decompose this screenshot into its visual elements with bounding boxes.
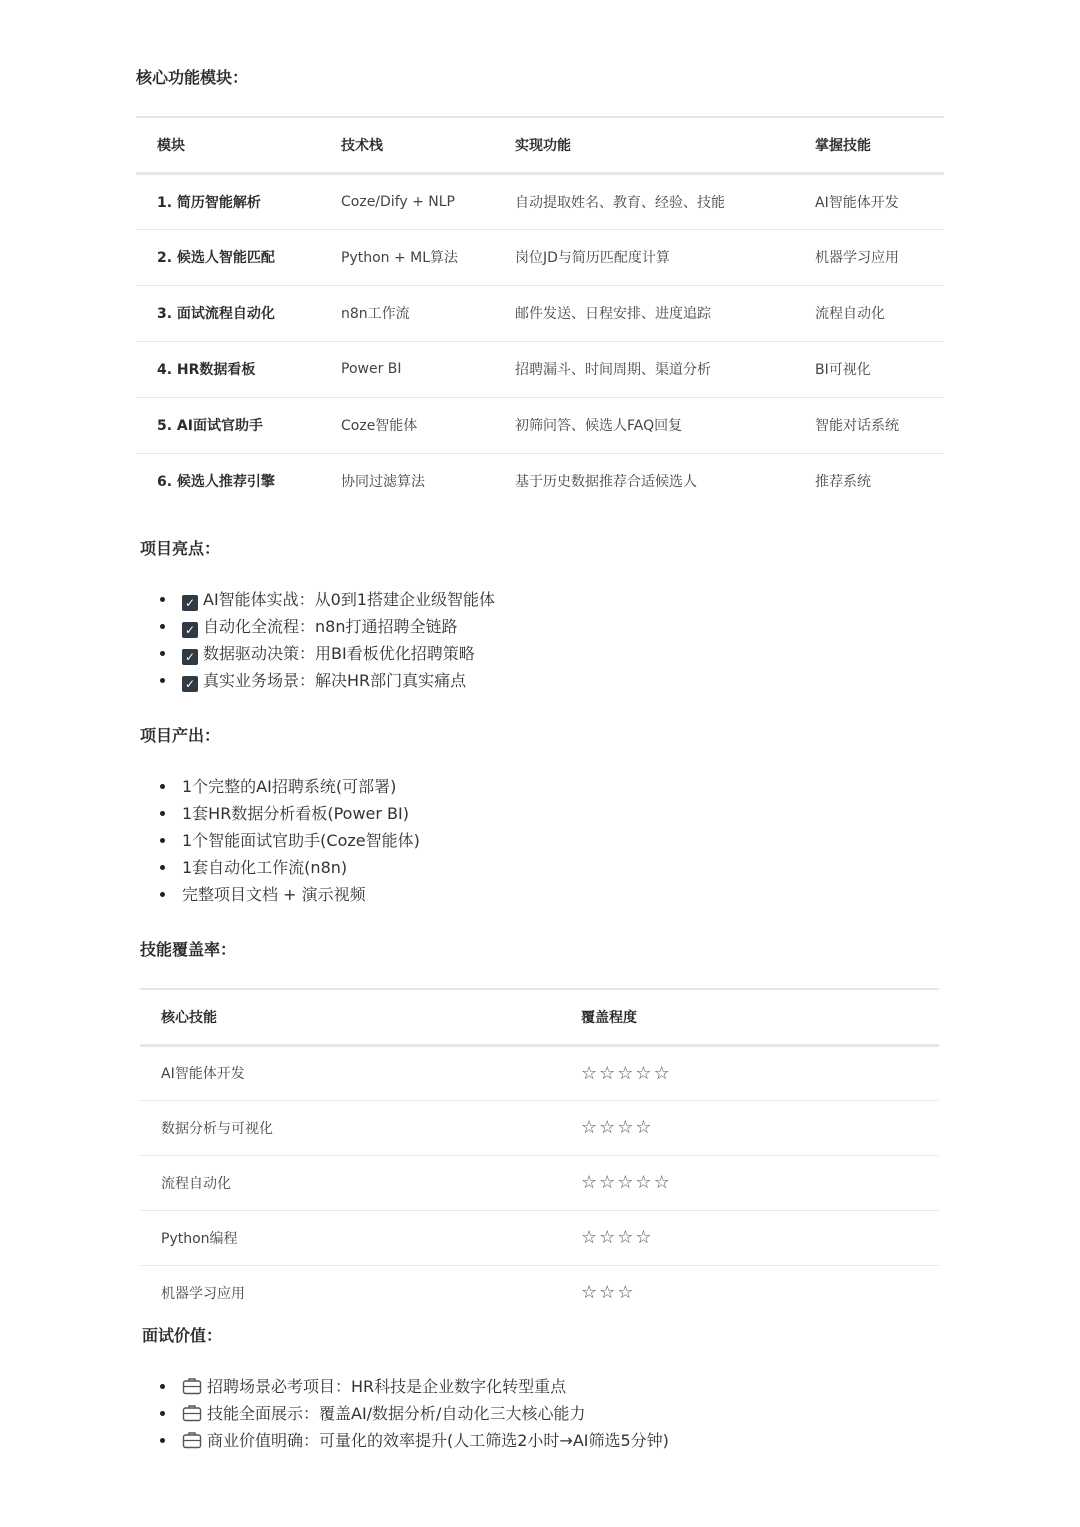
tech-cell: Coze/Dify + NLP	[341, 173, 515, 229]
function-cell: 邮件发送、日程安排、进度追踪	[515, 285, 815, 341]
star-outline-icon: ☆	[599, 1172, 618, 1193]
star-outline-icon: ☆	[617, 1282, 636, 1304]
briefcase-icon	[182, 1431, 202, 1449]
table-row	[136, 285, 944, 341]
module-cell: 6. 候选人推荐引擎	[157, 474, 275, 491]
star-outline-icon: ☆	[635, 1227, 654, 1248]
skill-cell: BI可视化	[815, 341, 944, 397]
column-header: 核心技能	[140, 989, 581, 1045]
column-header: 模块	[136, 117, 341, 173]
list-item-text: 自动化全流程：n8n打通招聘全链路	[203, 617, 458, 636]
table-row	[136, 173, 944, 229]
table-row	[140, 1100, 939, 1155]
briefcase-icon	[182, 1377, 202, 1395]
skill-cell: AI智能体开发	[815, 173, 944, 229]
star-outline-icon: ☆	[581, 1282, 600, 1304]
star-outline-icon: ☆	[599, 1117, 618, 1138]
column-header: 覆盖程度	[581, 989, 939, 1045]
modules-header-row	[136, 117, 944, 173]
briefcase-icon	[182, 1404, 202, 1422]
highlights-heading: 项目亮点：	[140, 539, 221, 558]
skill-name-cell: Python编程	[140, 1210, 581, 1265]
table-row	[136, 397, 944, 453]
star-outline-icon: ☆	[617, 1117, 636, 1138]
column-header: 技术栈	[341, 117, 515, 173]
column-header: 掌握技能	[815, 117, 944, 173]
skills-table	[140, 988, 939, 1320]
star-outline-icon: ☆	[635, 1172, 654, 1193]
list-item	[140, 613, 495, 640]
list-item: 1套自动化工作流(n8n)	[140, 854, 420, 881]
skill-name-cell: 数据分析与可视化	[140, 1100, 581, 1155]
star-rating	[581, 1227, 654, 1248]
skill-cell: 智能对话系统	[815, 397, 944, 453]
checkbox-checked-icon: ✓	[182, 676, 198, 692]
modules-heading: 核心功能模块：	[136, 68, 249, 87]
table-row	[140, 1265, 939, 1320]
table-row	[140, 1210, 939, 1265]
star-outline-icon: ☆	[617, 1172, 636, 1193]
list-item	[140, 667, 495, 694]
tech-cell: 协同过滤算法	[341, 474, 425, 491]
checkbox-checked-icon: ✓	[182, 649, 198, 665]
star-outline-icon: ☆	[581, 1062, 600, 1084]
skill-cell: 推荐系统	[815, 474, 871, 491]
function-cell: 初筛问答、候选人FAQ回复	[515, 397, 815, 453]
tech-cell: Coze智能体	[341, 397, 515, 453]
list-item-text: 商业价值明确：可量化的效率提升(人工筛选2小时→AI筛选5分钟)	[207, 1431, 669, 1450]
module-cell: 5. AI面试官助手	[136, 397, 341, 453]
function-cell: 岗位JD与简历匹配度计算	[515, 229, 815, 285]
list-item: 完整项目文档 + 演示视频	[140, 881, 420, 908]
star-rating	[581, 1172, 672, 1193]
star-outline-icon: ☆	[653, 1062, 672, 1084]
star-outline-icon: ☆	[617, 1227, 636, 1248]
interview-list	[140, 1373, 669, 1454]
table-row	[136, 453, 944, 509]
tech-cell: n8n工作流	[341, 285, 515, 341]
column-header: 实现功能	[515, 117, 815, 173]
star-outline-icon: ☆	[617, 1062, 636, 1084]
skill-cell: 机器学习应用	[815, 229, 944, 285]
list-item	[140, 1427, 669, 1454]
checkbox-checked-icon: ✓	[182, 622, 198, 638]
star-outline-icon: ☆	[599, 1282, 618, 1304]
skills-heading: 技能覆盖率：	[140, 940, 237, 959]
module-cell: 3. 面试流程自动化	[136, 285, 341, 341]
skills-header-row	[140, 989, 939, 1045]
table-row	[140, 1155, 939, 1210]
table-row	[136, 229, 944, 285]
skill-cell: 流程自动化	[815, 285, 944, 341]
list-item-text: AI智能体实战：从0到1搭建企业级智能体	[203, 590, 496, 609]
tech-cell: Python + ML算法	[341, 229, 515, 285]
function-cell: 自动提取姓名、教育、经验、技能	[515, 173, 815, 229]
list-item	[140, 1400, 669, 1427]
list-item: 1套HR数据分析看板(Power BI)	[140, 800, 420, 827]
star-rating	[581, 1117, 654, 1138]
outputs-heading: 项目产出：	[140, 726, 221, 745]
star-outline-icon: ☆	[581, 1172, 600, 1193]
star-rating	[581, 1282, 635, 1303]
list-item: 1个完整的AI招聘系统(可部署)	[140, 773, 420, 800]
star-outline-icon: ☆	[599, 1062, 618, 1084]
list-item-text: 招聘场景必考项目：HR科技是企业数字化转型重点	[207, 1377, 567, 1396]
star-outline-icon: ☆	[599, 1227, 618, 1248]
list-item-text: 技能全面展示：覆盖AI/数据分析/自动化三大核心能力	[207, 1404, 586, 1423]
list-item: 1个智能面试官助手(Coze智能体)	[140, 827, 420, 854]
list-item-text: 真实业务场景：解决HR部门真实痛点	[203, 671, 467, 690]
table-row	[140, 1045, 939, 1100]
star-outline-icon: ☆	[653, 1172, 672, 1193]
star-outline-icon: ☆	[581, 1117, 600, 1138]
function-cell: 基于历史数据推荐合适候选人	[515, 474, 697, 491]
star-rating	[581, 1063, 672, 1084]
outputs-list	[140, 773, 420, 908]
table-row	[136, 341, 944, 397]
list-item	[140, 1373, 669, 1400]
tech-cell: Power BI	[341, 341, 515, 397]
list-item	[140, 586, 495, 613]
list-item	[140, 640, 495, 667]
star-outline-icon: ☆	[635, 1117, 654, 1138]
highlights-list	[140, 586, 495, 694]
modules-table	[136, 116, 944, 509]
skill-name-cell: AI智能体开发	[140, 1045, 581, 1100]
list-item-text: 数据驱动决策：用BI看板优化招聘策略	[203, 644, 475, 663]
skill-name-cell: 流程自动化	[140, 1155, 581, 1210]
star-outline-icon: ☆	[635, 1062, 654, 1084]
interview-heading: 面试价值：	[142, 1326, 223, 1345]
module-cell: 1. 简历智能解析	[136, 173, 341, 229]
star-outline-icon: ☆	[581, 1227, 600, 1248]
module-cell: 4. HR数据看板	[136, 341, 341, 397]
skill-name-cell: 机器学习应用	[161, 1285, 245, 1302]
function-cell: 招聘漏斗、时间周期、渠道分析	[515, 341, 815, 397]
module-cell: 2. 候选人智能匹配	[136, 229, 341, 285]
checkbox-checked-icon: ✓	[182, 595, 198, 611]
